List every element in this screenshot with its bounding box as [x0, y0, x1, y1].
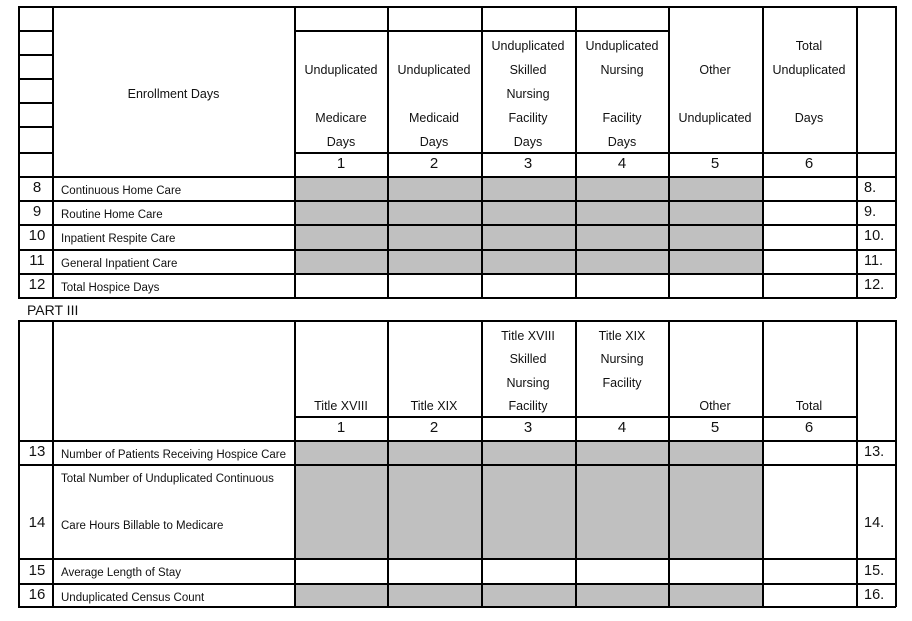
input-row-line12[interactable]: [295, 274, 856, 297]
input-cell-line14-col6[interactable]: [763, 465, 856, 558]
col-number: 4: [617, 155, 627, 172]
col6-header-line: Days: [794, 111, 824, 125]
col4-header-line: Nursing: [600, 63, 644, 77]
row-label-general-inpatient-care: General Inpatient Care: [61, 258, 178, 270]
line-ref: 12.: [864, 277, 885, 293]
col-number: 5: [710, 419, 720, 436]
line-number: 12: [28, 276, 46, 293]
col4-header-line: Title XIX: [598, 329, 646, 343]
line-ref: 13.: [864, 444, 885, 460]
line-ref: 8.: [864, 180, 877, 196]
col5-header-line: Other: [699, 399, 731, 413]
line-number: 14: [28, 514, 46, 531]
col3-header-line: Nursing: [506, 87, 550, 101]
col6-header-line: Total: [795, 399, 823, 413]
shaded-region: [294, 440, 762, 558]
col-number: 2: [429, 419, 439, 436]
row-label-routine-home-care: Routine Home Care: [61, 209, 163, 221]
input-cell-line13-col6[interactable]: [763, 441, 856, 464]
line-ref: 14.: [864, 515, 885, 531]
input-cell-line8-col6[interactable]: [763, 177, 856, 200]
row-label-continuous-home-care: Continuous Home Care: [61, 185, 182, 197]
col4-header-line: Days: [607, 135, 637, 149]
col4-header-line: Facility: [602, 376, 642, 390]
col6-header-line: Total: [795, 39, 823, 53]
col2-header-line: Title XIX: [410, 399, 458, 413]
col2-header-line: Unduplicated: [397, 63, 471, 77]
col1-header-line: Title XVIII: [314, 399, 368, 413]
row-label-inpatient-respite-care: Inpatient Respite Care: [61, 233, 176, 245]
col3-header-line: Facility: [508, 111, 548, 125]
row-label-average-length-of-stay: Average Length of Stay: [61, 567, 181, 579]
line-number: 9: [32, 203, 42, 220]
col3-header-line: Facility: [508, 399, 548, 413]
col-number: 4: [617, 419, 627, 436]
col6-header-line: Unduplicated: [772, 63, 846, 77]
line-ref: 15.: [864, 563, 885, 579]
part3-title: PART III: [27, 302, 79, 318]
col-number: 5: [710, 155, 720, 172]
col-number: 3: [523, 155, 533, 172]
col-number: 2: [429, 155, 439, 172]
col3-header-line: Days: [513, 135, 543, 149]
col3-header-line: Skilled: [509, 63, 547, 77]
col4-header-line: Facility: [602, 111, 642, 125]
line-number: 8: [32, 179, 42, 196]
line-number: 11: [29, 252, 45, 269]
col4-header-line: Nursing: [600, 352, 644, 366]
col5-header-line: Other: [699, 63, 731, 77]
col1-header-line: Medicare: [315, 111, 367, 125]
shaded-region: [294, 583, 762, 607]
line-ref: 9.: [864, 204, 877, 220]
col5-header-line: Unduplicated: [678, 111, 752, 125]
row-label-patients-receiving-hospice-care: Number of Patients Receiving Hospice Care: [61, 449, 286, 461]
col-number: 3: [523, 419, 533, 436]
col-number: 6: [804, 155, 814, 172]
col2-header-line: Days: [419, 135, 449, 149]
col3-header-line: Nursing: [506, 376, 550, 390]
col1-header-line: Days: [326, 135, 356, 149]
col4-header-line: Unduplicated: [585, 39, 659, 53]
row-label-continuous-care-hours-line2: Care Hours Billable to Medicare: [61, 520, 224, 532]
col-number: 1: [336, 419, 346, 436]
line-number: 10: [28, 227, 46, 244]
line-ref: 11.: [864, 253, 884, 269]
row-label-unduplicated-census-count: Unduplicated Census Count: [61, 592, 205, 604]
col2-header-line: Medicaid: [408, 111, 460, 125]
line-number: 16: [28, 586, 46, 603]
row-label-total-hospice-days: Total Hospice Days: [61, 282, 160, 294]
input-cell-line11-col6[interactable]: [763, 250, 856, 273]
col3-header-line: Unduplicated: [491, 39, 565, 53]
line-ref: 10.: [864, 228, 885, 244]
input-cell-line10-col6[interactable]: [763, 225, 856, 249]
col-number: 1: [336, 155, 346, 172]
line-ref: 16.: [864, 587, 885, 603]
col3-header-line: Skilled: [509, 352, 547, 366]
input-cell-line9-col6[interactable]: [763, 201, 856, 224]
row-label-continuous-care-hours-line1: Total Number of Unduplicated Continuous: [61, 473, 274, 485]
line-number: 13: [28, 443, 46, 460]
col1-header-line: Unduplicated: [304, 63, 378, 77]
input-row-line15[interactable]: [295, 559, 856, 583]
stub-header: Enrollment Days: [127, 87, 220, 101]
col3-header-line: Title XVIII: [501, 329, 555, 343]
line-number: 15: [28, 562, 46, 579]
input-cell-line16-col6[interactable]: [763, 584, 856, 606]
col-number: 6: [804, 419, 814, 436]
